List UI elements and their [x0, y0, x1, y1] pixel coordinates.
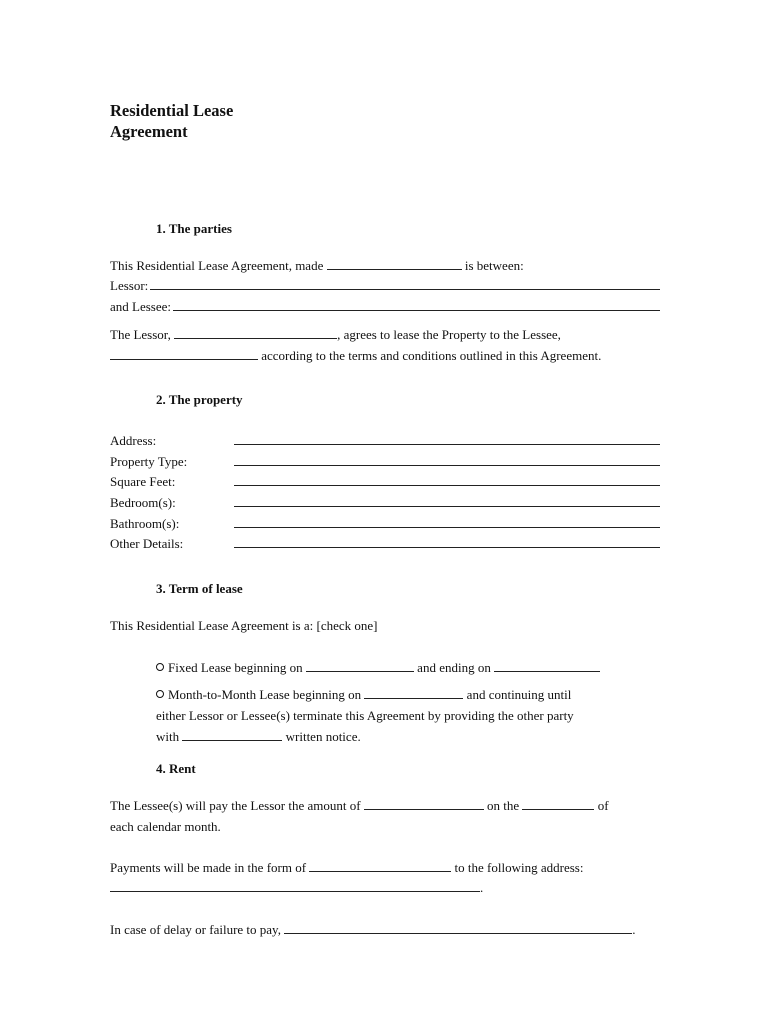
lessor-blank [150, 277, 660, 290]
title-line-2: Agreement [110, 122, 188, 141]
lessor-label: Lessor: [110, 278, 149, 293]
property-field-type: Property Type: [110, 452, 660, 473]
lessee-label: and Lessee: [110, 299, 172, 314]
rent-amount-blank [364, 797, 484, 810]
date-made-blank [327, 257, 462, 270]
option-month-to-month: Month-to-Month Lease beginning on and continuing until [156, 685, 660, 706]
property-field-other-details: Other Details: [110, 534, 660, 555]
lessor-agrees-line: The Lessor, , agrees to lease the Property to the Lessee, [110, 327, 561, 342]
property-field-square-feet: Square Feet: [110, 472, 660, 493]
section-heading-term: 3. Term of lease [156, 581, 243, 596]
section-heading-rent: 4. Rent [156, 761, 196, 776]
payment-form-blank [309, 859, 451, 872]
property-field-bathrooms: Bathroom(s): [110, 514, 660, 535]
property-field-bedrooms: Bedroom(s): [110, 493, 660, 514]
section-heading-property: 2. The property [156, 392, 243, 407]
radio-circle-icon[interactable] [156, 663, 164, 671]
rent-day-blank [522, 797, 594, 810]
rent-amount-line: The Lessee(s) will pay the Lessor the amount of on the of [110, 798, 609, 813]
term-intro: This Residential Lease Agreement is a: [check one] [110, 618, 378, 633]
delay-line: In case of delay or failure to pay, . [110, 922, 636, 937]
delay-blank [284, 921, 632, 934]
fixed-begin-blank [306, 659, 414, 672]
month-begin-blank [364, 686, 463, 699]
section-heading-parties: 1. The parties [156, 221, 232, 236]
payment-address-line: . [110, 878, 660, 899]
terms-line: according to the terms and conditions outlined in this Agreement. [110, 346, 660, 367]
payment-form-line: Payments will be made in the form of to the following address: [110, 860, 584, 875]
option-month-line-3: with written notice. [156, 729, 361, 744]
option-month-line-2: either Lessor or Lessee(s) terminate this Agreement by providing the other party [156, 708, 574, 723]
fixed-end-blank [494, 659, 600, 672]
radio-circle-icon[interactable] [156, 690, 164, 698]
payment-address-blank [110, 879, 480, 892]
property-field-address: Address: [110, 431, 660, 452]
lessee-line [110, 297, 660, 318]
document-title [110, 100, 350, 142]
notice-days-blank [182, 728, 282, 741]
lessee-blank [173, 298, 660, 311]
rent-line-2: each calendar month. [110, 819, 221, 834]
lessor-line [110, 276, 660, 297]
lessor-name-blank [174, 326, 337, 339]
lessee-name-blank [110, 347, 258, 360]
parties-intro-line: This Residential Lease Agreement, made is between: [110, 258, 524, 273]
title-line-1: Residential Lease [110, 101, 234, 120]
option-fixed-lease: Fixed Lease beginning on and ending on [156, 658, 660, 679]
